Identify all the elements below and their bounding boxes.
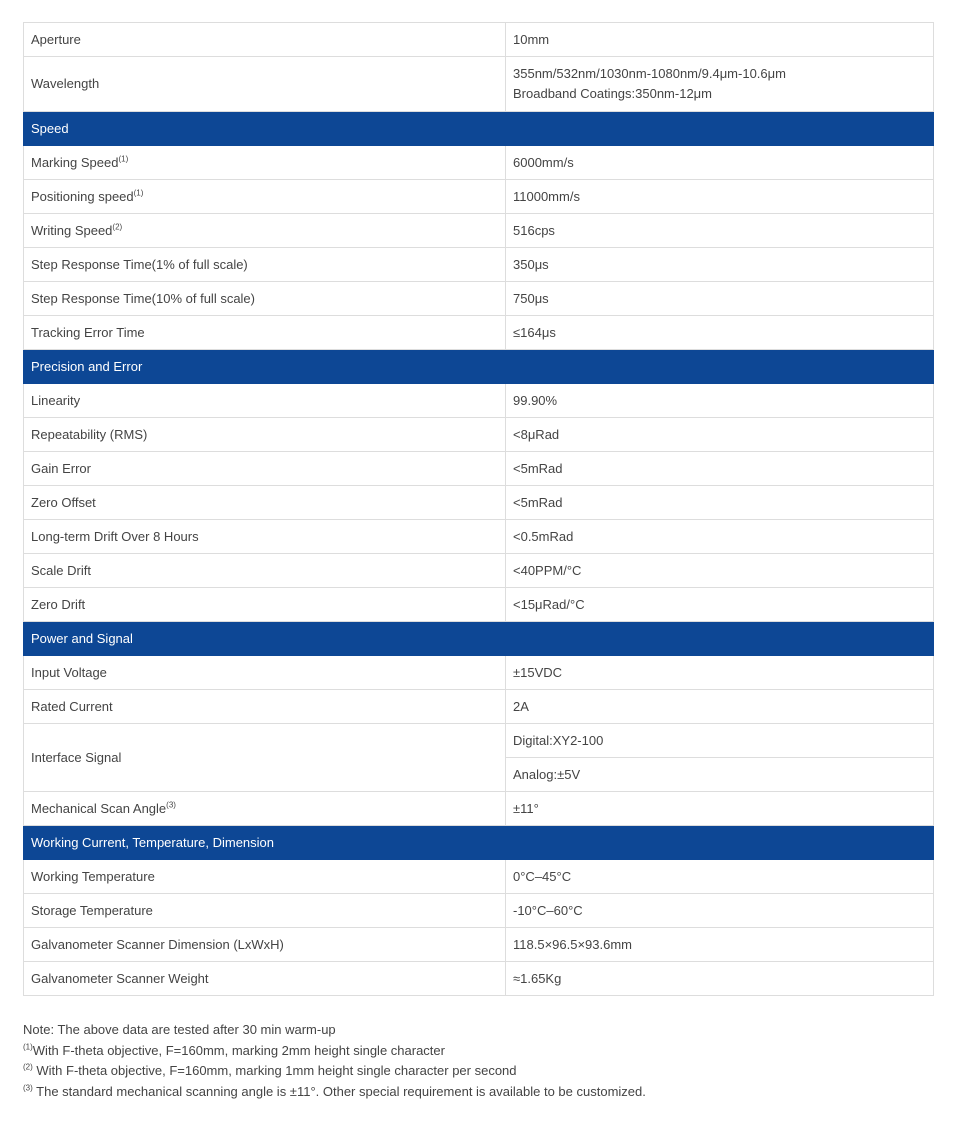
table-row	[24, 486, 934, 520]
row-label: Repeatability (RMS)	[24, 418, 506, 452]
row-label: Storage Temperature	[24, 894, 506, 928]
label-text: Writing Speed	[31, 222, 113, 238]
table-row	[24, 57, 934, 112]
table-row	[24, 588, 934, 622]
row-label: Zero Drift	[24, 588, 506, 622]
table-row	[24, 23, 934, 57]
table-row	[24, 724, 934, 758]
footnote-marker: (2)	[112, 222, 123, 232]
row-label: Working Temperature	[24, 860, 506, 894]
table-row	[24, 962, 934, 996]
row-label: Step Response Time(10% of full scale)	[24, 282, 506, 316]
row-value: <15μRad/°C	[506, 588, 934, 622]
footnote-marker: (1)	[23, 1042, 33, 1052]
footnote-marker: (1)	[133, 188, 144, 198]
note-line	[23, 1061, 933, 1082]
row-value: ≤164μs	[506, 316, 934, 350]
table-row	[24, 554, 934, 588]
row-label: Tracking Error Time	[24, 316, 506, 350]
footnote-marker: (3)	[166, 800, 176, 810]
spec-table	[23, 22, 934, 996]
footnote-marker: (2)	[23, 1062, 33, 1072]
row-label: Rated Current	[24, 690, 506, 724]
row-value: 11000mm/s	[506, 180, 934, 214]
row-value: Analog:±5V	[506, 758, 934, 792]
table-row	[24, 316, 934, 350]
row-value: <8μRad	[506, 418, 934, 452]
table-row	[24, 928, 934, 962]
row-value: <5mRad	[506, 452, 934, 486]
table-row	[24, 282, 934, 316]
row-value: 0°C–45°C	[506, 860, 934, 894]
section-title: Speed	[24, 112, 934, 146]
section-title: Working Current, Temperature, Dimension	[24, 826, 934, 860]
row-value: 99.90%	[506, 384, 934, 418]
table-row	[24, 384, 934, 418]
note-line	[23, 1020, 933, 1041]
row-label: Scale Drift	[24, 554, 506, 588]
row-value: -10°C–60°C	[506, 894, 934, 928]
table-row	[24, 792, 934, 826]
note-text: With F-theta objective, F=160mm, marking 1mm height single character per second	[32, 1063, 517, 1078]
row-label: Interface Signal	[24, 724, 506, 792]
value-line: Broadband Coatings:350nm-12μm	[513, 86, 712, 101]
footnote-marker: (3)	[23, 1083, 33, 1093]
row-label: Gain Error	[24, 452, 506, 486]
section-title: Power and Signal	[24, 622, 934, 656]
row-value: ≈1.65Kg	[506, 962, 934, 996]
row-value: 2A	[506, 690, 934, 724]
row-value: 6000mm/s	[506, 146, 934, 180]
table-row	[24, 180, 934, 214]
row-label: Galvanometer Scanner Dimension (LxWxH)	[24, 928, 506, 962]
row-label: Aperture	[24, 23, 506, 57]
label-text: Marking Speed	[31, 154, 119, 170]
row-value: 750μs	[506, 282, 934, 316]
row-value	[506, 57, 934, 112]
table-row	[24, 690, 934, 724]
row-value: Digital:XY2-100	[506, 724, 934, 758]
row-label	[24, 146, 506, 180]
row-label: Galvanometer Scanner Weight	[24, 962, 506, 996]
row-label	[24, 180, 506, 214]
table-row	[24, 520, 934, 554]
note-text: Note: The above data are tested after 30 min warm-up	[23, 1022, 336, 1037]
table-row	[24, 894, 934, 928]
row-label: Linearity	[24, 384, 506, 418]
row-value: 350μs	[506, 248, 934, 282]
footnotes	[23, 1020, 933, 1102]
section-header-power	[24, 622, 934, 656]
label-text: Mechanical Scan Angle	[31, 800, 167, 816]
table-row	[24, 452, 934, 486]
row-label: Input Voltage	[24, 656, 506, 690]
row-value: 516cps	[506, 214, 934, 248]
row-label: Wavelength	[24, 57, 506, 112]
table-row	[24, 248, 934, 282]
row-value: <0.5mRad	[506, 520, 934, 554]
row-value: ±11°	[506, 792, 934, 826]
note-line	[23, 1041, 933, 1062]
table-row	[24, 214, 934, 248]
row-value: 118.5×96.5×93.6mm	[506, 928, 934, 962]
table-row	[24, 860, 934, 894]
row-value: <5mRad	[506, 486, 934, 520]
row-value: <40PPM/°C	[506, 554, 934, 588]
value-line: 355nm/532nm/1030nm-1080nm/9.4μm-10.6μm	[513, 66, 786, 81]
label-text: Positioning speed	[31, 188, 134, 204]
note-line	[23, 1082, 933, 1103]
table-row	[24, 146, 934, 180]
row-label	[24, 214, 506, 248]
section-header-precision	[24, 350, 934, 384]
table-row	[24, 656, 934, 690]
section-header-working	[24, 826, 934, 860]
table-row	[24, 418, 934, 452]
section-title: Precision and Error	[24, 350, 934, 384]
row-label: Step Response Time(1% of full scale)	[24, 248, 506, 282]
row-value: ±15VDC	[506, 656, 934, 690]
row-label: Long-term Drift Over 8 Hours	[24, 520, 506, 554]
row-label	[24, 792, 506, 826]
section-header-speed	[24, 112, 934, 146]
row-value: 10mm	[506, 23, 934, 57]
note-text: The standard mechanical scanning angle is ±11°. Other special requirement is available to be customized.	[32, 1083, 646, 1099]
footnote-marker: (1)	[118, 154, 129, 164]
row-label: Zero Offset	[24, 486, 506, 520]
note-text: With F-theta objective, F=160mm, marking 2mm height single character	[32, 1042, 445, 1058]
